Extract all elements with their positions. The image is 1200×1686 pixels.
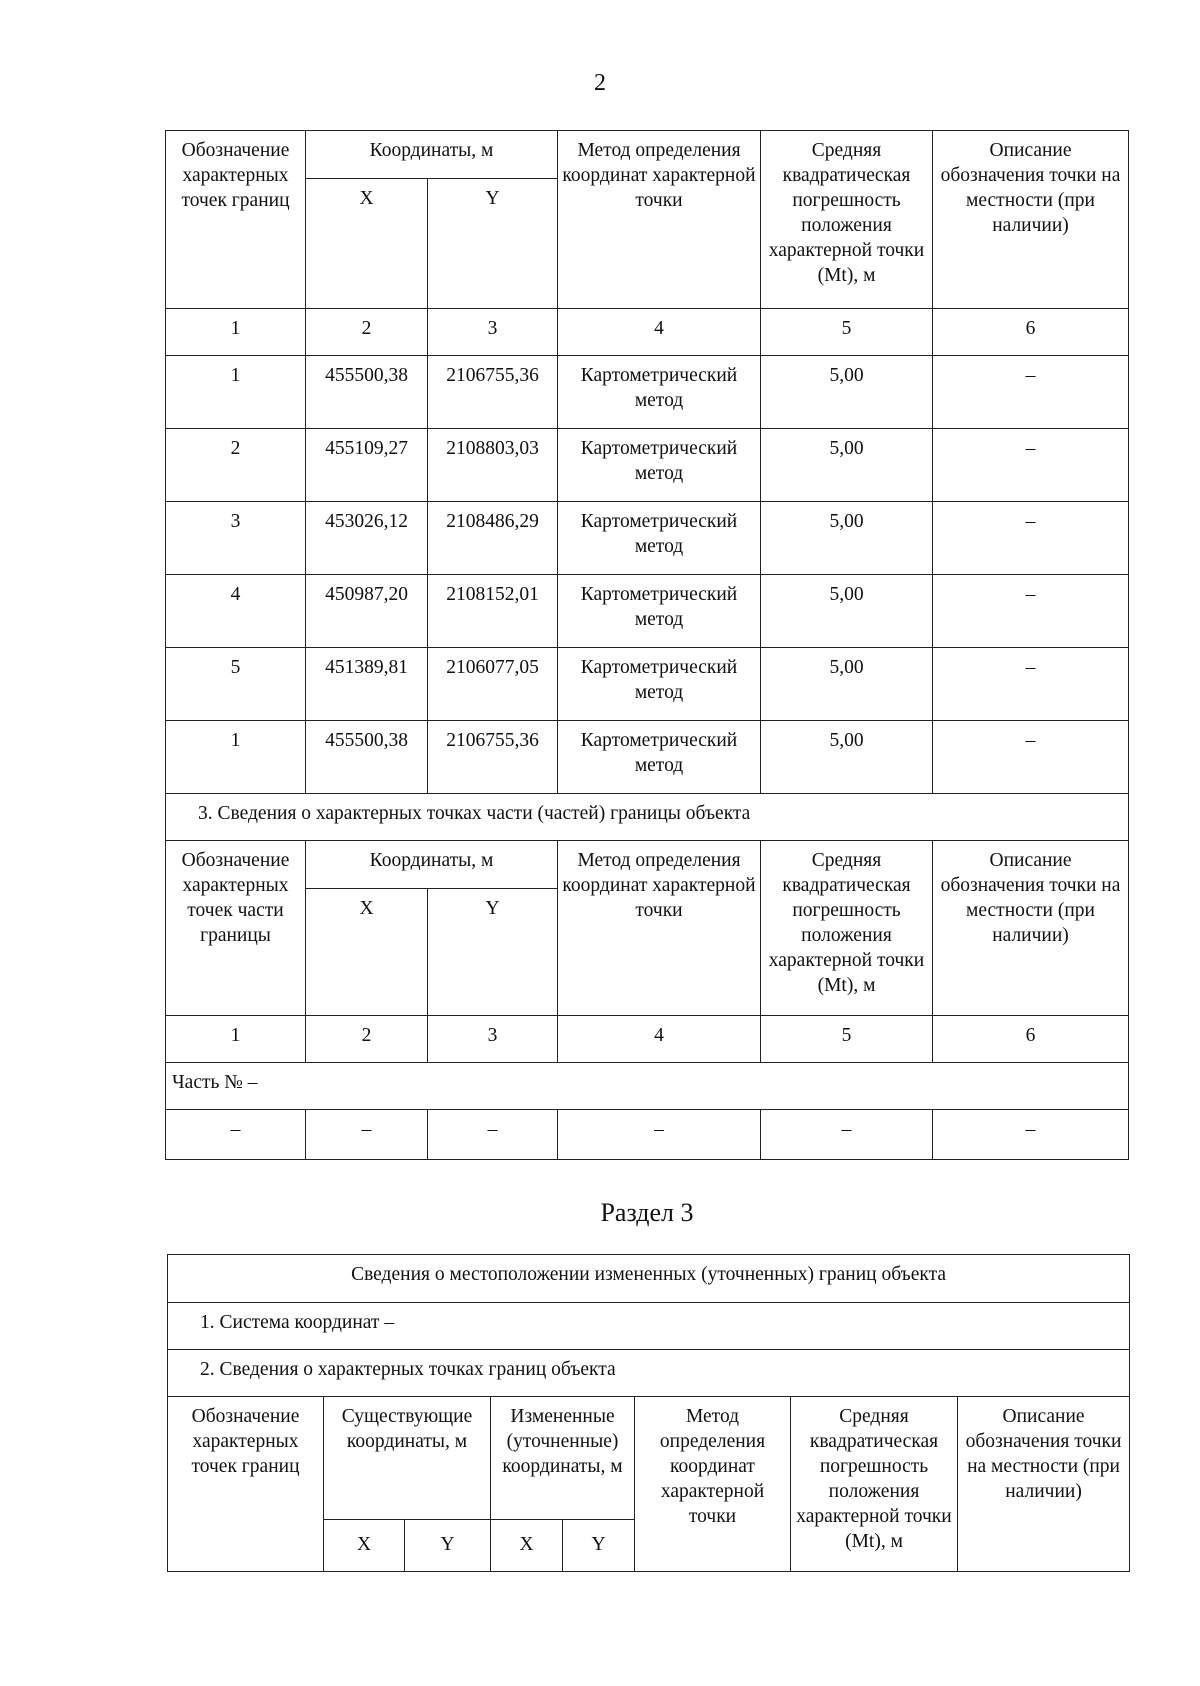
desc-cell: – <box>933 356 1129 429</box>
table-row <box>166 648 1129 721</box>
header-description: Описание обозначения точки на местности (при наличии) <box>933 131 1129 309</box>
error-cell: 5,00 <box>761 356 933 429</box>
error-cell: 5,00 <box>761 502 933 575</box>
col-number: 3 <box>428 309 558 356</box>
point-cell: 1 <box>166 356 306 429</box>
y-cell: 2106077,05 <box>428 648 558 721</box>
s3-header-x2: X <box>491 1520 563 1572</box>
s3-header-description: Описание обозначения точки на местности (при наличии) <box>958 1397 1130 1572</box>
error-cell: 5,00 <box>761 429 933 502</box>
col-number: 2 <box>306 1016 428 1063</box>
y-cell: 2106755,36 <box>428 721 558 794</box>
col-number: 4 <box>558 1016 761 1063</box>
section-3-title: Раздел 3 <box>600 1198 694 1227</box>
col-number: 4 <box>558 309 761 356</box>
col-number: 3 <box>428 1016 558 1063</box>
desc-cell: – <box>933 429 1129 502</box>
part-label: Часть № – <box>166 1063 1129 1110</box>
part-header-x: X <box>306 889 428 1016</box>
method-cell: Картометрический метод <box>558 429 761 502</box>
changed-boundaries-table <box>167 1254 1130 1572</box>
y-cell: 2106755,36 <box>428 356 558 429</box>
dash-cell: – <box>428 1110 558 1160</box>
boundary-points-table <box>165 130 1129 1160</box>
col-number: 6 <box>933 309 1129 356</box>
coord-system: 1. Система координат – <box>168 1303 1130 1350</box>
part-header-y: Y <box>428 889 558 1016</box>
dash-cell: – <box>306 1110 428 1160</box>
error-cell: 5,00 <box>761 575 933 648</box>
method-cell: Картометрический метод <box>558 575 761 648</box>
header-y: Y <box>428 179 558 309</box>
y-cell: 2108486,29 <box>428 502 558 575</box>
s3-header-changed-coords: Измененные (уточненные) координаты, м <box>491 1397 635 1520</box>
s3-header-y1: Y <box>405 1520 491 1572</box>
s3-header-y2: Y <box>563 1520 635 1572</box>
x-cell: 455500,38 <box>306 356 428 429</box>
desc-cell: – <box>933 721 1129 794</box>
part-section-title: 3. Сведения о характерных точках части (частей) границы объекта <box>166 794 1129 841</box>
col-number: 2 <box>306 309 428 356</box>
method-cell: Картометрический метод <box>558 721 761 794</box>
point-cell: 1 <box>166 721 306 794</box>
x-cell: 453026,12 <box>306 502 428 575</box>
s3-header-existing-coords: Существующие координаты, м <box>324 1397 491 1520</box>
table-row <box>166 721 1129 794</box>
table-row <box>166 502 1129 575</box>
x-cell: 455500,38 <box>306 721 428 794</box>
part-header-method: Метод определения координат характерной точки <box>558 841 761 1016</box>
desc-cell: – <box>933 575 1129 648</box>
dash-cell: – <box>166 1110 306 1160</box>
method-cell: Картометрический метод <box>558 502 761 575</box>
s3-header-mean-error: Средняя квадратическая погрешность положения характерной точки (Mt), м <box>791 1397 958 1572</box>
s3-header-method: Метод определения координат характерной точки <box>635 1397 791 1572</box>
part-header-coordinates: Координаты, м <box>306 841 558 889</box>
dash-cell: – <box>558 1110 761 1160</box>
x-cell: 450987,20 <box>306 575 428 648</box>
desc-cell: – <box>933 648 1129 721</box>
dash-cell: – <box>761 1110 933 1160</box>
part-header-description: Описание обозначения точки на местности (при наличии) <box>933 841 1129 1016</box>
y-cell: 2108152,01 <box>428 575 558 648</box>
col-number: 5 <box>761 309 933 356</box>
table-row <box>166 575 1129 648</box>
dash-cell: – <box>933 1110 1129 1160</box>
section3-table-title: Сведения о местоположении измененных (уточненных) границ объекта <box>168 1255 1130 1303</box>
point-cell: 4 <box>166 575 306 648</box>
header-method: Метод определения координат характерной точки <box>558 131 761 309</box>
x-cell: 451389,81 <box>306 648 428 721</box>
part-header-point-designation: Обозначение характерных точек части границы <box>166 841 306 1016</box>
error-cell: 5,00 <box>761 721 933 794</box>
page-number: 2 <box>594 70 606 96</box>
table-row <box>166 429 1129 502</box>
s3-header-x1: X <box>324 1520 405 1572</box>
s3-header-point-designation: Обозначение характерных точек границ <box>168 1397 324 1572</box>
points-title: 2. Сведения о характерных точках границ объекта <box>168 1350 1130 1397</box>
header-x: X <box>306 179 428 309</box>
x-cell: 455109,27 <box>306 429 428 502</box>
col-number: 1 <box>166 309 306 356</box>
point-cell: 2 <box>166 429 306 502</box>
error-cell: 5,00 <box>761 648 933 721</box>
y-cell: 2108803,03 <box>428 429 558 502</box>
col-number: 6 <box>933 1016 1129 1063</box>
col-number: 1 <box>166 1016 306 1063</box>
part-header-mean-error: Средняя квадратическая погрешность положения характерной точки (Mt), м <box>761 841 933 1016</box>
column-numbers-row <box>166 309 1129 356</box>
header-point-designation: Обозначение характерных точек границ <box>166 131 306 309</box>
part-row <box>166 1110 1129 1160</box>
header-mean-error: Средняя квадратичеcкая погрешность положения характерной точки (Mt), м <box>761 131 933 309</box>
method-cell: Картометрический метод <box>558 648 761 721</box>
point-cell: 5 <box>166 648 306 721</box>
point-cell: 3 <box>166 502 306 575</box>
table-row <box>166 356 1129 429</box>
desc-cell: – <box>933 502 1129 575</box>
col-number: 5 <box>761 1016 933 1063</box>
header-coordinates: Координаты, м <box>306 131 558 179</box>
part-column-numbers-row <box>166 1016 1129 1063</box>
method-cell: Картометрический метод <box>558 356 761 429</box>
